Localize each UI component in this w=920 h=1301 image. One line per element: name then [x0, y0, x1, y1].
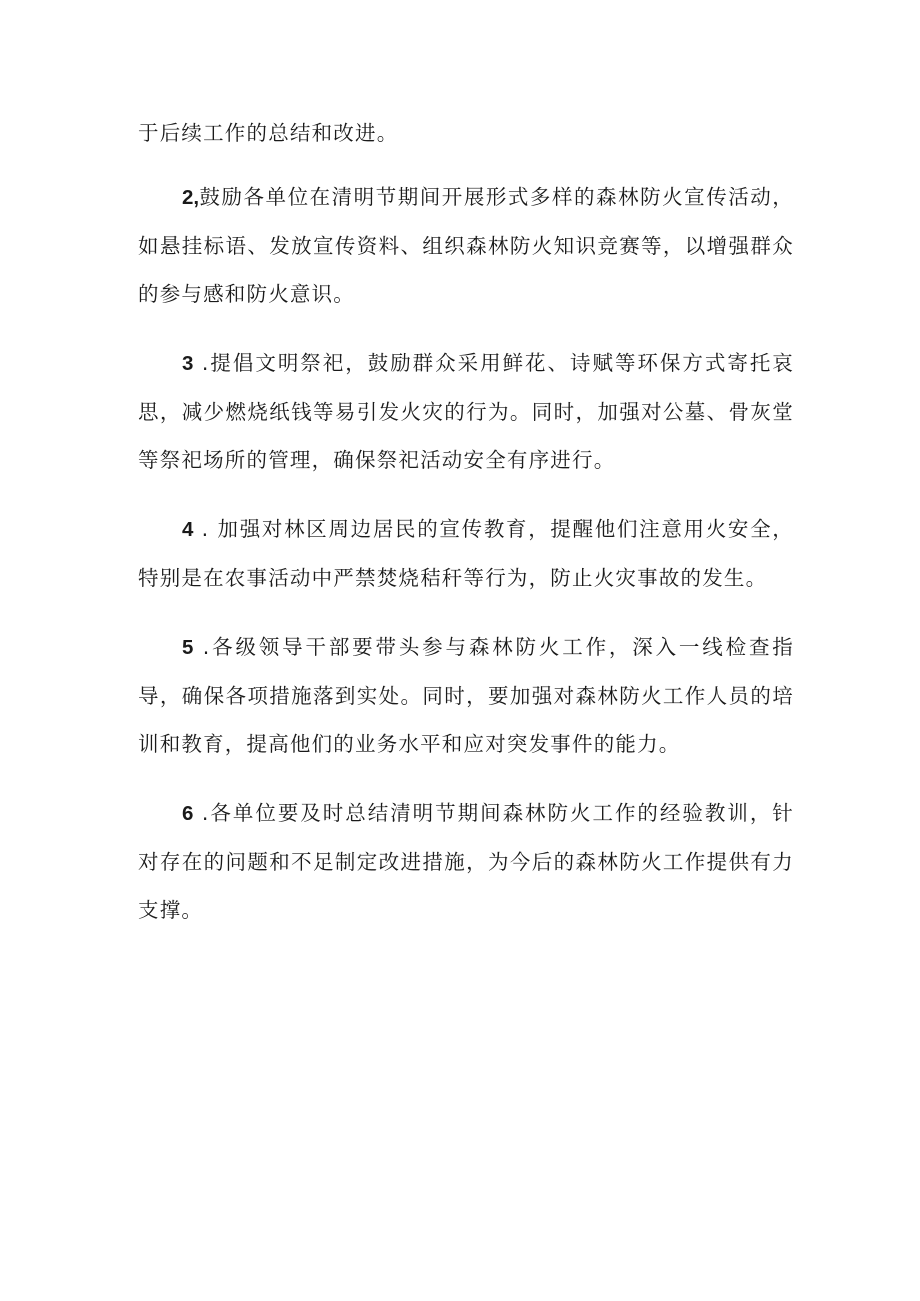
paragraph-item-5 [138, 623, 794, 768]
paragraph-text: .提倡文明祭祀，鼓励群众采用鲜花、诗赋等环保方式寄托哀思，减少燃烧纸钱等易引发火灾的行为。同时，加强对公墓、骨灰堂等祭祀场所的管理，确保祭祀活动安全有序进行。 [138, 351, 794, 472]
paragraph-text: .各级领导干部要带头参与森林防火工作，深入一线检查指导，确保各项措施落到实处。同时，要加强对森林防火工作人员的培训和教育，提高他们的业务水平和应对突发事件的能力。 [138, 635, 794, 756]
paragraph-item-4 [138, 505, 794, 602]
paragraph-text: .各单位要及时总结清明节期间森林防火工作的经验教训，针对存在的问题和不足制定改进措施，为今后的森林防火工作提供有力支撑。 [138, 801, 794, 922]
paragraph-text: 鼓励各单位在清明节期间开展形式多样的森林防火宣传活动，如悬挂标语、发放宣传资料、组织森林防火知识竞赛等，以增强群众的参与感和防火意识。 [138, 185, 794, 306]
paragraph-text: 于后续工作的总结和改进。 [138, 121, 399, 145]
paragraph-item-6 [138, 789, 794, 934]
item-number: 3 [182, 352, 194, 375]
item-number: 4 [182, 518, 194, 541]
paragraph-item-2 [138, 173, 794, 318]
document-body [138, 109, 794, 934]
paragraph-text: . 加强对林区周边居民的宣传教育，提醒他们注意用火安全，特别是在农事活动中严禁焚烧秸秆等行为，防止火灾事故的发生。 [138, 517, 794, 590]
paragraph-continuation [138, 109, 794, 157]
item-number: 5 [182, 636, 194, 659]
item-number: 6 [182, 802, 194, 825]
item-number: 2, [182, 186, 200, 209]
paragraph-item-3 [138, 339, 794, 484]
